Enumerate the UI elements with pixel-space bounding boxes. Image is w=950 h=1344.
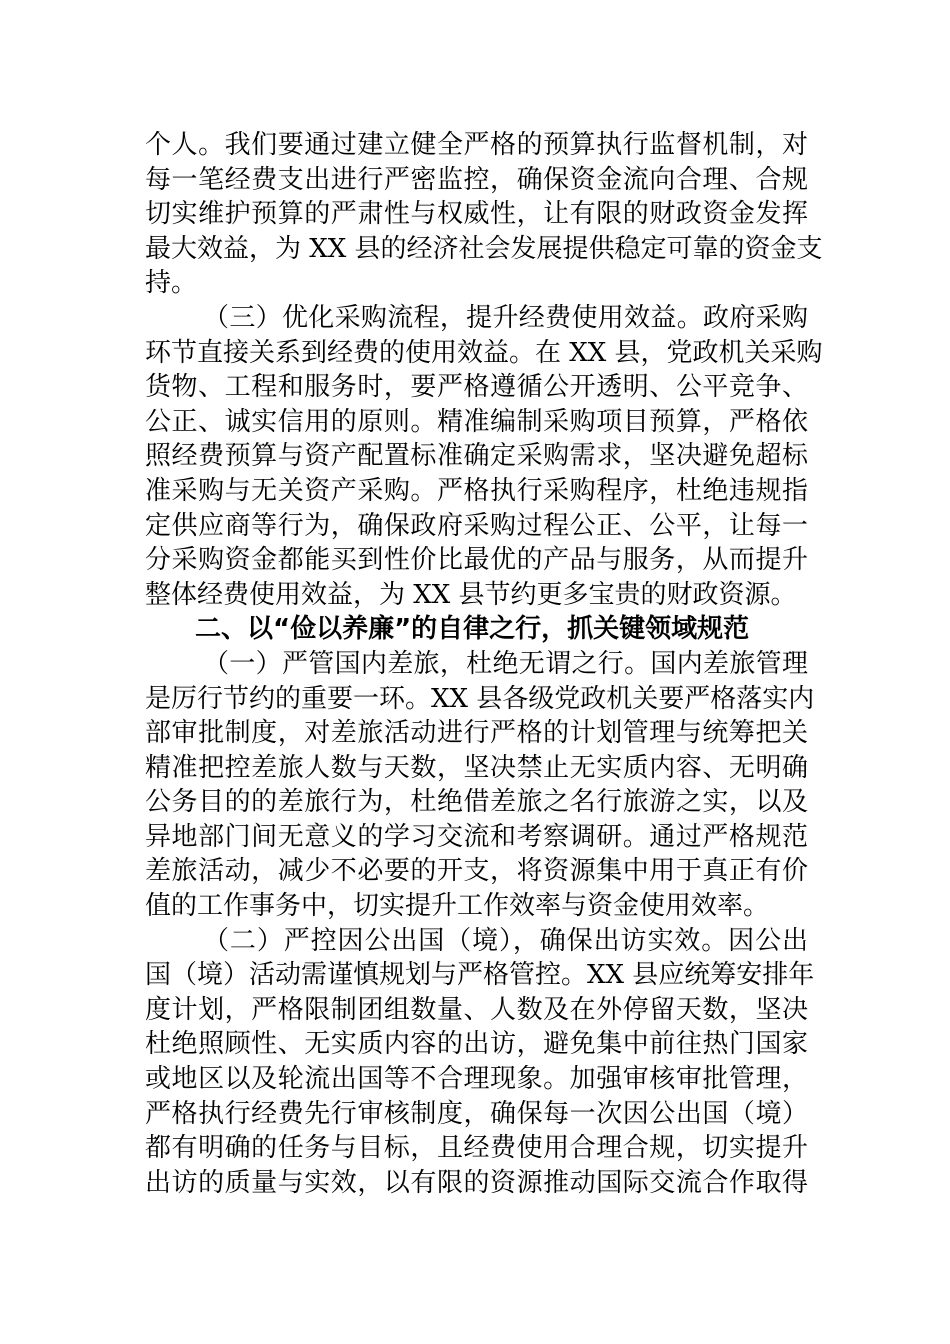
text-line: 差旅活动，减少不必要的开支，将资源集中用于真正有价 <box>145 856 808 887</box>
text-line: 公正、诚实信用的原则。精准编制采购项目预算，严格依 <box>145 406 808 437</box>
text-line: 杜绝照顾性、无实质内容的出访，避免集中前往热门国家 <box>145 1029 808 1060</box>
text-line: 照经费预算与资产配置标准确定采购需求，坚决避免超标 <box>145 441 808 472</box>
text-line: 严格执行经费先行审核制度，确保每一次因公出国（境） <box>145 1098 808 1129</box>
text-line: （一）严管国内差旅，杜绝无谓之行。国内差旅管理 <box>203 648 808 679</box>
document-page <box>145 128 823 1200</box>
text-line: 分采购资金都能买到性价比最优的产品与服务，从而提升 <box>145 545 808 576</box>
text-line: 异地部门间无意义的学习交流和考察调研。通过严格规范 <box>145 821 808 852</box>
text-line: 每一笔经费支出进行严密监控，确保资金流向合理、合规 <box>145 164 808 195</box>
text-line: 都有明确的任务与目标，且经费使用合理合规，切实提升 <box>145 1133 808 1164</box>
text-line: 环节直接关系到经费的使用效益。在 XX 县，党政机关采购 <box>145 337 823 368</box>
text-line: 国（境）活动需谨慎规划与严格管控。XX 县应统筹安排年 <box>145 960 815 991</box>
text-line: 出访的质量与实效，以有限的资源推动国际交流合作取得 <box>145 1167 808 1198</box>
text-line: 是厉行节约的重要一环。XX 县各级党政机关要严格落实内 <box>145 683 815 714</box>
text-line: 切实维护预算的严肃性与权威性，让有限的财政资金发挥 <box>145 199 808 230</box>
text-line: 持。 <box>145 268 198 299</box>
text-line: 货物、工程和服务时，要严格遵循公开透明、公平竞争、 <box>145 372 808 403</box>
text-line: 准采购与无关资产采购。严格执行采购程序，杜绝违规指 <box>145 475 808 506</box>
text-line: （三）优化采购流程，提升经费使用效益。政府采购 <box>203 302 808 333</box>
text-line: 公务目的的差旅行为，杜绝借差旅之名行旅游之实，以及 <box>145 787 808 818</box>
text-line: 值的工作事务中，切实提升工作效率与资金使用效率。 <box>145 891 770 922</box>
text-line: （二）严控因公出国（境），确保出访实效。因公出 <box>203 925 808 956</box>
text-line: 定供应商等行为，确保政府采购过程公正、公平，让每一 <box>145 510 808 541</box>
text-line: 最大效益，为 XX 县的经济社会发展提供稳定可靠的资金支 <box>145 233 823 264</box>
section-heading: 二、以“俭以养廉”的自律之行，抓关键领域规范 <box>195 614 750 645</box>
text-line: 整体经费使用效益，为 XX 县节约更多宝贵的财政资源。 <box>145 579 797 610</box>
text-line: 个人。我们要通过建立健全严格的预算执行监督机制，对 <box>145 130 808 160</box>
text-line: 或地区以及轮流出国等不合理现象。加强审核审批管理， <box>145 1064 808 1095</box>
text-line: 精准把控差旅人数与天数，坚决禁止无实质内容、无明确 <box>145 752 808 783</box>
text-line: 度计划，严格限制团组数量、人数及在外停留天数，坚决 <box>145 994 808 1025</box>
text-line: 部审批制度，对差旅活动进行严格的计划管理与统筹把关 <box>145 718 808 749</box>
